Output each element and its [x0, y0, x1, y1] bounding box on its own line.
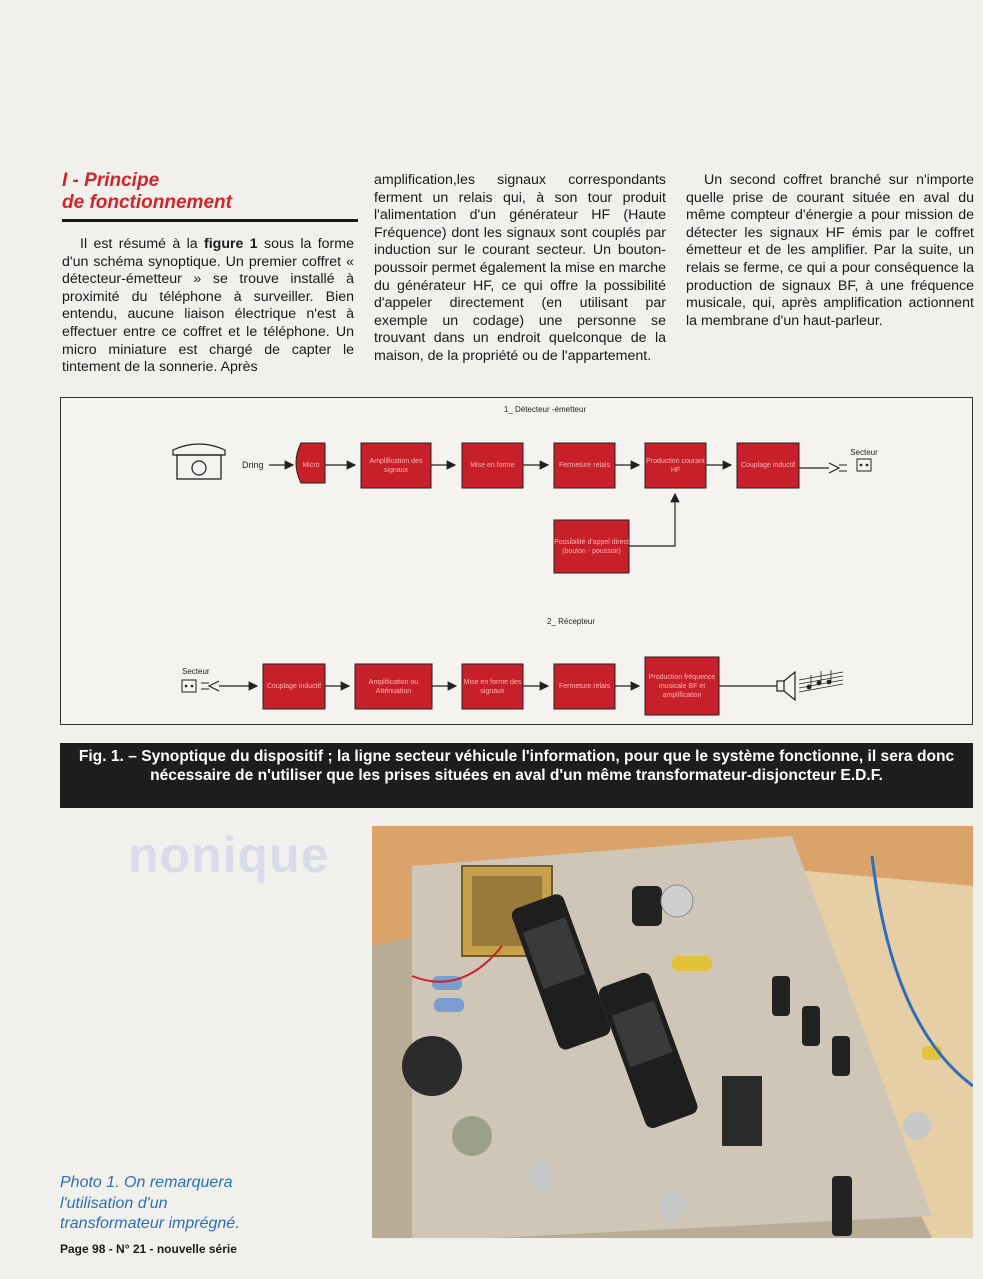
secteur-label-receiver: Secteur — [182, 667, 210, 676]
speaker-icon — [777, 672, 795, 700]
emitter-block-fermeture-relais — [554, 443, 615, 488]
socket-icon — [182, 680, 196, 692]
receiver-block-label: Fermeture relais — [559, 683, 610, 690]
emitter-title: 1_ Détecteur -émetteur — [503, 405, 587, 414]
text-column-1 — [62, 236, 354, 377]
secteur-label-emitter: Secteur — [850, 448, 878, 457]
photo-caption-line1: Photo 1. On remarquera — [60, 1174, 233, 1191]
emitter-block-label: Amplification des signaux — [369, 457, 423, 474]
synoptic-diagram — [61, 398, 974, 726]
emitter-block-micro — [296, 443, 325, 483]
section-title-line1: I - Principe — [62, 170, 160, 191]
title-rule — [62, 219, 358, 222]
photo-caption-line2: l'utilisation d'un — [60, 1194, 168, 1212]
telephone-icon — [173, 444, 225, 479]
emitter-block-label: Couplage inductif — [740, 462, 796, 469]
photo-illustration — [372, 826, 973, 1238]
circuit-board-photo — [372, 826, 973, 1238]
plug-icon — [201, 681, 219, 691]
receiver-block-label: Amplification ou Atténuation — [368, 678, 419, 695]
page-footer: Page 98 - N° 21 - nouvelle série — [60, 1242, 237, 1256]
photo-caption — [60, 1173, 300, 1235]
figure-caption: Fig. 1. – Synoptique du dispositif ; la ligne secteur véhicule l'information, pour que le système fonctionne, il sera donc nécessaire de n'utiliser que les prises situées en aval d'un même transformateur-disjoncteur E.D.F. — [60, 743, 973, 808]
receiver-title: 2_ Récepteur — [546, 617, 596, 626]
emitter-block-label: Fermeture relais — [559, 462, 610, 469]
receiver-block-fermeture-relais — [554, 664, 615, 709]
col1-intro: Il est résumé à la — [80, 236, 205, 252]
plug-icon — [829, 463, 847, 473]
emitter-block-mise-en-forme — [462, 443, 523, 488]
receiver-block-label: Mise en forme des signaux — [463, 678, 522, 695]
receiver-block-mise-en-forme — [462, 664, 523, 709]
emitter-block-production-hf — [645, 443, 706, 488]
music-notes-icon — [799, 670, 843, 692]
receiver-block-amplification — [355, 664, 432, 709]
arrow-call-to-hf — [629, 494, 675, 546]
receiver-block-production-bf — [645, 657, 719, 715]
dring-label: Dring — [242, 460, 264, 470]
bleed-through-text — [110, 880, 370, 1160]
emitter-block-amplification — [361, 443, 431, 488]
emitter-block-label: Production courant HF — [646, 457, 705, 474]
synoptic-figure — [60, 397, 973, 725]
call-block — [554, 520, 629, 573]
call-block-label: Possibilité d'appel direct (bouton - poussoir) — [554, 538, 629, 555]
emitter-block-label: Mise en forme — [470, 462, 515, 469]
section-title — [62, 170, 358, 214]
receiver-block-label: Production fréquence musicale BF et amplification — [648, 673, 716, 699]
emitter-block-couplage-inductif — [737, 443, 799, 488]
bleed-through-title: nonique — [128, 827, 330, 883]
emitter-block-label: Micro — [302, 462, 320, 469]
receiver-block-couplage — [263, 664, 325, 709]
socket-icon — [857, 459, 871, 471]
section-title-line2: de fonctionnement — [62, 192, 232, 213]
text-column-3: Un second coffret branché sur n'importe quelle prise de courant située en aval du même compteur d'énergie a pour mission de détecter les signaux HF émis par le coffret émetteur et de les amplifier. Par la suite, un relais se ferme, ce qui a pour conséquence la production de signaux BF, à une fréquence musicale, qui, après amplification actionnent la membrane d'un haut-parleur. — [686, 172, 974, 329]
text-column-2: amplification,les signaux correspondants ferment un relais qui, à son tour produit l'alimentation d'un générateur HF (Haute Fréquence) dont les signaux sont couplés par induction sur le courant secteur. Un bouton-poussoir permet également la mise en marche du générateur HF, ce qui offre la possibilité d'appeler directement (en utilisant par exemple un codage) une personne se trouvant dans un endroit quelconque de la maison, de la propriété ou de l'appartement. — [374, 172, 666, 364]
col1-figure-ref: figure 1 — [204, 236, 258, 252]
col1-rest: sous la forme d'un schéma synoptique. Un premier coffret « détecteur-émetteur » se trouve installé à proximité du téléphone à surveiller. Bien entendu, aucune liaison électrique n'est à effectuer entre ce coffret et le téléphone. Un micro miniature est chargé de capter le tintement de la sonnerie. Après — [62, 236, 354, 376]
photo-caption-line3: transformateur imprégné. — [60, 1215, 240, 1232]
receiver-block-label: Couplage inductif — [266, 683, 322, 690]
